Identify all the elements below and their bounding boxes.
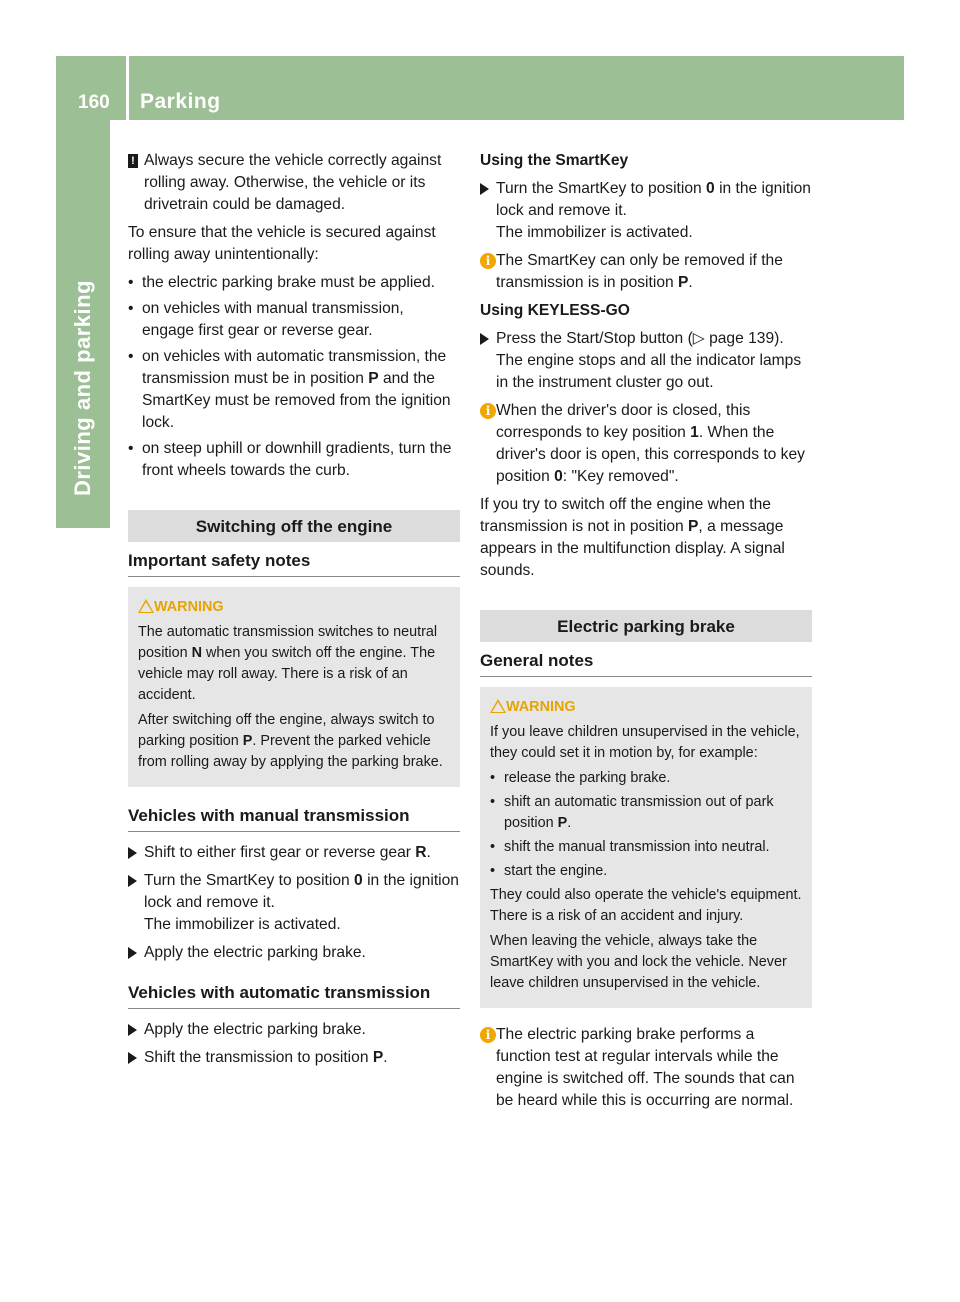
side-tab-label: Driving and parking: [70, 279, 95, 497]
smartkey-heading: Using the SmartKey: [480, 152, 629, 169]
list-item: • on vehicles with automatic transmission, the transmission must be in position P and the SmartKey must be removed from the ignition lock.: [128, 346, 460, 434]
exclamation-icon: !: [128, 154, 138, 168]
step-item: Apply the electric parking brake.: [128, 1019, 460, 1041]
step-item: Apply the electric parking brake.: [128, 942, 460, 964]
step-arrow-icon: [128, 1024, 137, 1036]
warning-title: WARNING: [138, 597, 450, 618]
list-item: • shift an automatic transmission out of park position P.: [490, 792, 802, 834]
step-item: Turn the SmartKey to position 0 in the ignition lock and remove it. The immobilizer is activated.: [480, 178, 812, 244]
step-arrow-icon: [128, 1052, 137, 1064]
switch-off-paragraph: If you try to switch off the engine when the transmission is not in position P, a message appears in the multifunction display. A signal sounds.: [480, 496, 785, 579]
list-item: • release the parking brake.: [490, 768, 802, 789]
safety-notes-heading: Important safety notes: [128, 550, 460, 577]
step-item: Shift to either first gear or reverse gear R.: [128, 842, 460, 864]
warning-box-2: [480, 687, 812, 1008]
step-item: Press the Start/Stop button (▷ page 139). The engine stops and all the indicator lamps in the instrument cluster go out.: [480, 328, 812, 394]
step-arrow-icon: [480, 333, 489, 345]
warning-title: WARNING: [490, 697, 802, 718]
step-arrow-icon: [128, 947, 137, 959]
step-arrow-icon: [480, 183, 489, 195]
info-icon: i: [480, 1027, 496, 1043]
warning-text-1: The automatic transmission switches to neutral position N when you switch off the engine. The vehicle may roll away. There is a risk of an accident.: [138, 624, 438, 703]
warning-text-2: They could also operate the vehicle's equipment. There is a risk of an accident and injury.: [490, 887, 802, 924]
secure-bullet-list: [128, 272, 460, 482]
caution-text: Always secure the vehicle correctly against rolling away. Otherwise, the vehicle or its drivetrain could be damaged.: [144, 152, 442, 213]
list-item: • start the engine.: [490, 861, 802, 882]
step-arrow-icon: [128, 875, 137, 887]
list-item: • on steep uphill or downhill gradients, turn the front wheels towards the curb.: [128, 438, 460, 482]
left-column: [128, 150, 460, 1075]
caution-note: [128, 150, 460, 216]
page-number: 160: [78, 92, 110, 113]
header-divider: [126, 56, 129, 120]
list-item: • shift the manual transmission into neutral.: [490, 837, 802, 858]
manual-transmission-heading: Vehicles with manual transmission: [128, 805, 460, 832]
section-title: Parking: [140, 90, 221, 113]
warning-box-1: [128, 587, 460, 787]
step-arrow-icon: [128, 847, 137, 859]
warning-text-2: After switching off the engine, always switch to parking position P. Prevent the parked vehicle from rolling away by applying the parking brake.: [138, 712, 443, 770]
epb-heading: Electric parking brake: [480, 610, 812, 642]
switch-off-heading: Switching off the engine: [128, 510, 460, 542]
list-item: • on vehicles with manual transmission, engage first gear or reverse gear.: [128, 298, 460, 342]
keyless-go-heading: Using KEYLESS-GO: [480, 302, 630, 319]
step-item: Shift the transmission to position P.: [128, 1047, 460, 1069]
warning-triangle-icon: [490, 699, 506, 713]
warning-text-3: When leaving the vehicle, always take the SmartKey with you and lock the vehicle. Never leave children unsupervised in the vehicle.: [490, 933, 787, 991]
intro-paragraph: To ensure that the vehicle is secured against rolling away unintentionally:: [128, 224, 436, 263]
smartkey-info: i The SmartKey can only be removed if the transmission is in position P.: [480, 250, 812, 294]
warning-triangle-icon: [138, 599, 154, 613]
warning-text-1: If you leave children unsupervised in the vehicle, they could set it in motion by, for example:: [490, 724, 800, 761]
warning-bullet-list: [490, 768, 802, 882]
automatic-transmission-heading: Vehicles with automatic transmission: [128, 982, 460, 1009]
general-notes-heading: General notes: [480, 650, 812, 677]
right-column: [480, 150, 812, 1118]
final-info: i The electric parking brake performs a function test at regular intervals while the engine is switched off. The sounds that can be heard while this is occurring are normal.: [480, 1024, 812, 1112]
list-item: • the electric parking brake must be applied.: [128, 272, 460, 294]
step-item: Turn the SmartKey to position 0 in the ignition lock and remove it. The immobilizer is activated.: [128, 870, 460, 936]
info-icon: i: [480, 403, 496, 419]
keyless-info: i When the driver's door is closed, this corresponds to key position 1. When the driver's door is open, this corresponds to key position 0: "Key removed".: [480, 400, 812, 488]
info-icon: i: [480, 253, 496, 269]
